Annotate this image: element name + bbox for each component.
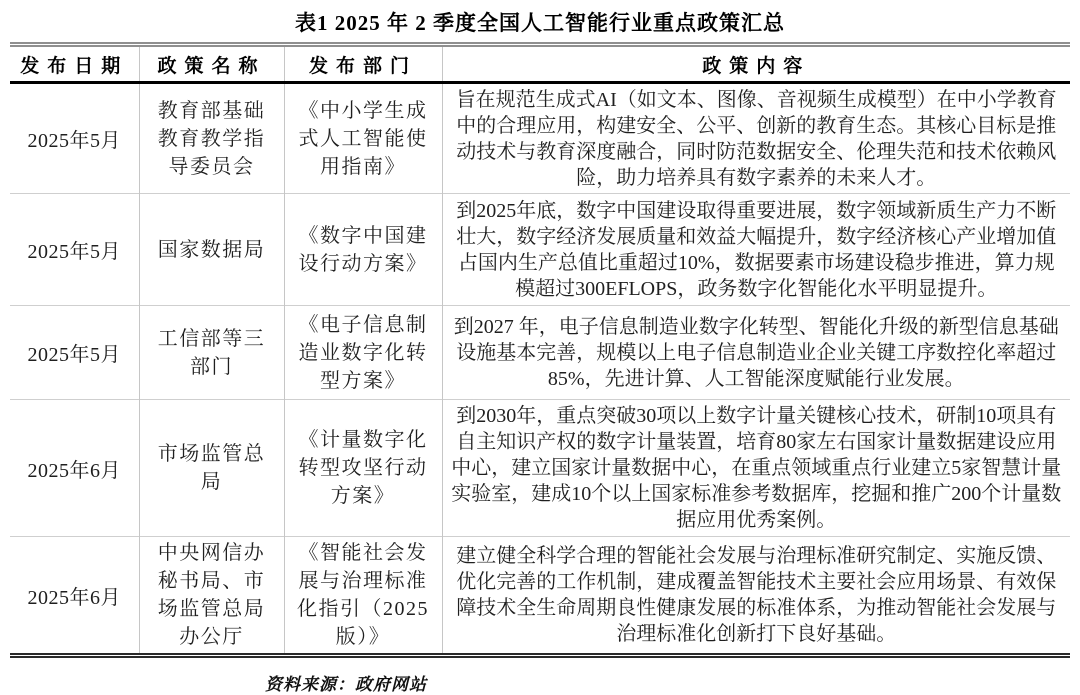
cell-policy-name: 教育部基础教育教学指导委员会 [139, 83, 284, 194]
table-header-row [10, 45, 1070, 83]
cell-publish-dept: 《智能社会发展与治理标准化指引（2025版）》 [284, 537, 442, 656]
header-policy-name: 政策名称 [139, 45, 284, 83]
cell-policy-content: 建立健全科学合理的智能社会发展与治理标准研究制定、实施反馈、优化完善的工作机制，建成覆盖智能技术主要社会应用场景、有效保障技术全生命周期良性健康发展的标准体系，为推动智能社会发展与治理标准化创新打下良好基础。 [442, 537, 1070, 656]
cell-policy-name: 工信部等三部门 [139, 306, 284, 400]
cell-publish-dept: 《计量数字化转型攻坚行动方案》 [284, 400, 442, 537]
cell-policy-name: 市场监管总局 [139, 400, 284, 537]
cell-policy-content: 到2030年，重点突破30项以上数字计量关键核心技术，研制10项具有自主知识产权的数字计量装置，培育80家左右国家计量数据建设应用中心，建立国家计量数据中心，在重点领域重点行业建立5家智慧计量实验室，建成10个以上国家标准参考数据库，挖掘和推广200个计量数据应用优秀案例。 [442, 400, 1070, 537]
source-note: 资料来源：政府网站 [265, 675, 427, 694]
cell-policy-content: 旨在规范生成式AI（如文本、图像、音视频生成模型）在中小学教育中的合理应用，构建安全、公平、创新的教育生态。其核心目标是推动技术与教育深度融合，同时防范数据安全、伦理失范和技术依赖风险，助力培养具有数字素养的未来人才。 [442, 83, 1070, 194]
cell-policy-content: 到2027 年，电子信息制造业数字化转型、智能化升级的新型信息基础设施基本完善，规模以上电子信息制造业企业关键工序数控化率超过85%，先进计算、人工智能深度赋能行业发展。 [442, 306, 1070, 400]
table-title: 表1 2025 年 2 季度全国人工智能行业重点政策汇总 [295, 11, 785, 35]
header-publish-date: 发布日期 [10, 45, 139, 83]
cell-date: 2025年6月 [10, 537, 139, 656]
table-row [10, 83, 1070, 194]
table-row [10, 194, 1070, 306]
header-publish-dept: 发布部门 [284, 45, 442, 83]
cell-publish-dept: 《数字中国建设行动方案》 [284, 194, 442, 306]
policy-table [10, 42, 1070, 658]
cell-policy-name: 中央网信办秘书局、市场监管总局办公厅 [139, 537, 284, 656]
cell-date: 2025年6月 [10, 400, 139, 537]
cell-date: 2025年5月 [10, 194, 139, 306]
cell-policy-content: 到2025年底，数字中国建设取得重要进展，数字领域新质生产力不断壮大，数字经济发展质量和效益大幅提升，数字经济核心产业增加值占国内生产总值比重超过10%，数据要素市场建设稳步推进，算力规模超过300EFLOPS，政务数字化智能化水平明显提升。 [442, 194, 1070, 306]
cell-publish-dept: 《电子信息制造业数字化转型方案》 [284, 306, 442, 400]
table-row [10, 400, 1070, 537]
table-row [10, 306, 1070, 400]
cell-publish-dept: 《中小学生成式人工智能使用指南》 [284, 83, 442, 194]
cell-policy-name: 国家数据局 [139, 194, 284, 306]
table-row [10, 537, 1070, 656]
cell-date: 2025年5月 [27, 130, 121, 152]
header-policy-content: 政策内容 [442, 45, 1070, 83]
cell-date: 2025年5月 [10, 306, 139, 400]
